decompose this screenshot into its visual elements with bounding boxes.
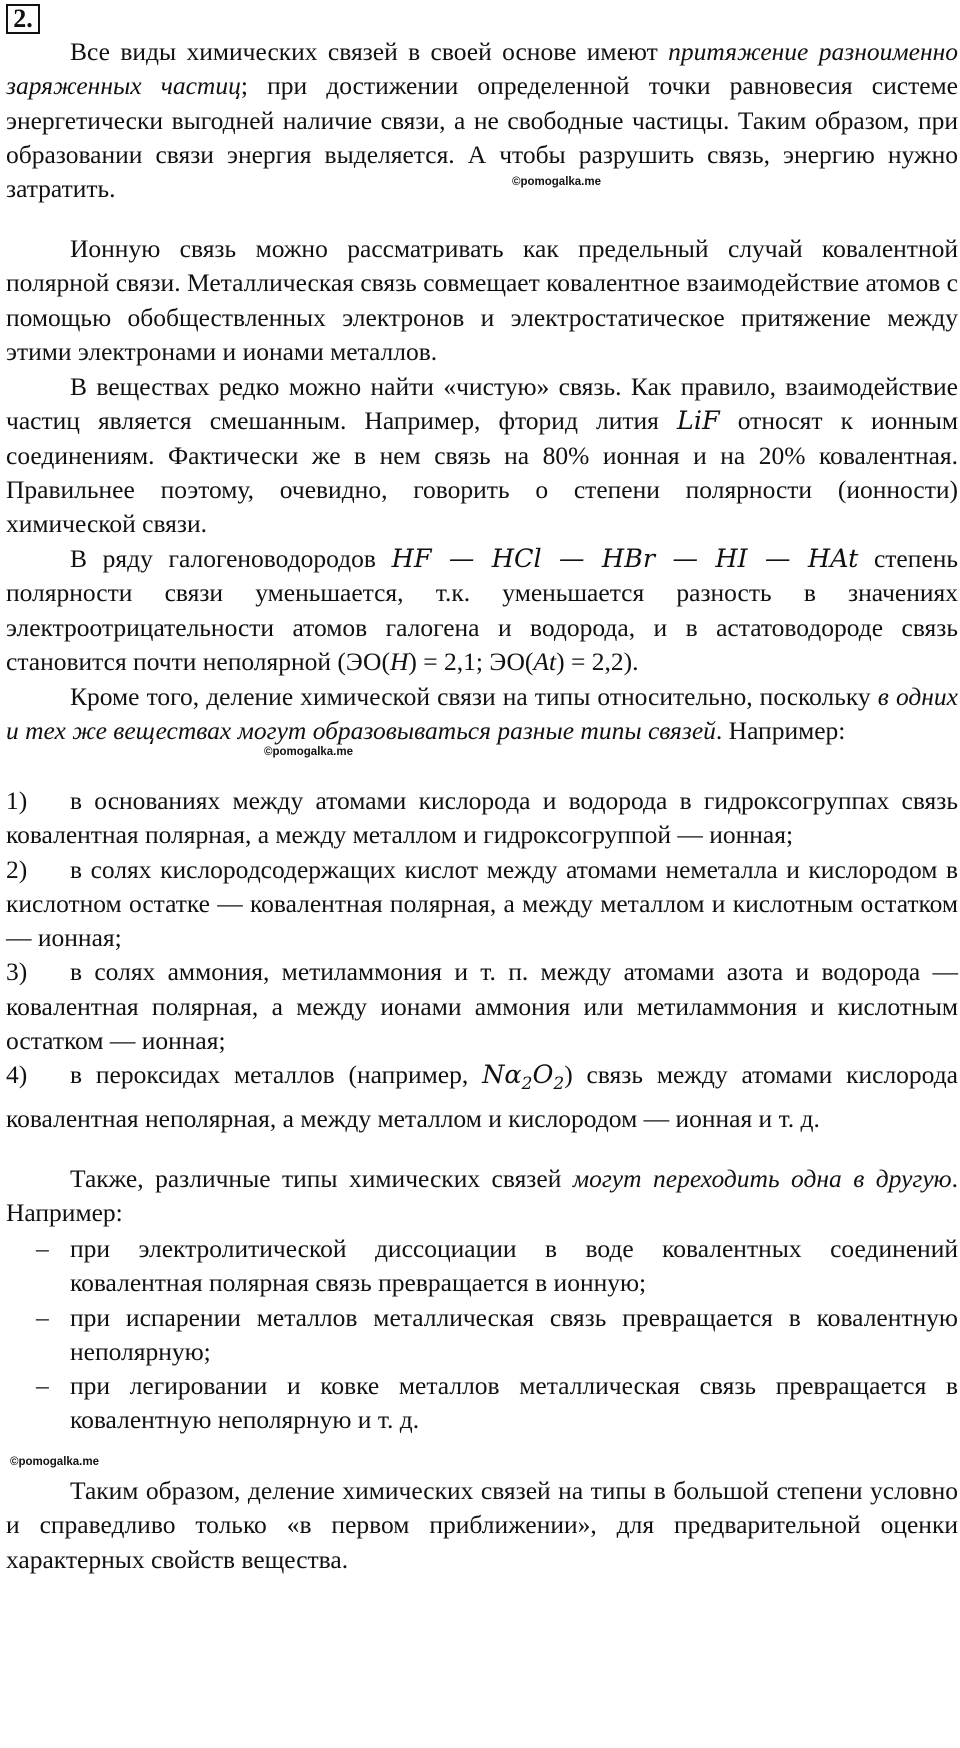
list-item: – при электролитической диссоциации в воде ковалентных соединений ковалентная полярная связь превращается в ионную; <box>36 1234 958 1298</box>
paragraph-ionic-bond: Ионную связь можно рассматривать как предельный случай ковалентной полярной связи. Металлическая связь совмещает ковалентное взаимодействие атомов с помощью обобществленных электронов и электростатическое притяжение между этими электронами и ионами металлов. <box>6 234 958 366</box>
paragraph-transitions: Также, различные типы химических связей могут переходить одна в другую. Например: <box>6 1164 959 1228</box>
list-number: 2) <box>6 854 28 884</box>
watermark: ©pomogalka.me <box>264 746 353 758</box>
list-number: 3) <box>6 957 28 987</box>
list-number: 1) <box>6 786 28 815</box>
numbered-list <box>6 784 958 1136</box>
paragraph-conclusion: Таким образом, деление химических связей на типы в большой степени условно и справедливо только «в первом приближении», для предварительной оценки характерных свойств вещества. <box>6 1476 958 1574</box>
list-item: 4) в пероксидах металлов (например, $N\alpha_2O_2$) связь между атомами кислорода ковалентная неполярная, а между металлом и кислородом — ионная и т. д. <box>6 1060 958 1133</box>
dash-bullet: – <box>36 1371 49 1401</box>
list-item: 1) в основаниях между атомами кислорода и водорода в гидроксогруппах связь ковалентная полярная, а между металлом и гидроксогруппой — ионная; <box>6 786 958 850</box>
page <box>6 0 958 1748</box>
formula-peroxide: $N\alpha_2O_2$ <box>482 1060 565 1095</box>
emphasis: притяжение разноименно заряженных частиц <box>6 37 958 101</box>
paragraph-mixed-bond: В веществах редко можно найти «чистую» связь. Как правило, взаимодействие частиц является смешанным. Например, фторид лития LiF относят к ионным соединениям. Фактически же в нем связь на 80% ионная и на 20% ковалентная. Правильнее поэтому, очевидно, говорить о степени полярности (ионности) химической связи. <box>6 372 958 539</box>
watermark: ©pomogalka.me <box>512 176 601 188</box>
watermark: ©pomogalka.me <box>10 1456 99 1468</box>
formula-lif: LiF <box>676 406 720 437</box>
paragraph-hydrogen-halides: В ряду галогеноводородов HF — HCl — HBr — HI — HAt степень полярности связи уменьшается, т.к. уменьшается разность в значениях электроотрицательности атомов галогена и водорода, и в астатоводороде связь становится почти неполярной (ЭО(H) = 2,1; ЭО(At) = 2,2). <box>6 544 958 676</box>
list-item: – при испарении металлов металлическая связь превращается в ковалентную неполярную; <box>36 1302 958 1366</box>
task-number: 2. <box>6 4 40 34</box>
dash-bullet: – <box>36 1302 49 1332</box>
emphasis: могут переходить одна в другую <box>572 1164 952 1193</box>
list-item: 2) в солях кислородсодержащих кислот между атомами неметалла и кислородом в кислотном остатке — ковалентная полярная, а между металлом и кислотным остатком — ионная; <box>6 854 958 953</box>
dash-list <box>6 1232 958 1438</box>
formula-halides: HF — HCl — HBr — HI — HAt <box>391 544 859 574</box>
paragraph-intro: Все виды химических связей в своей основе имеют притяжение разноименно заряженных частиц; при достижении определенной точки равновесия системе энергетически выгодней наличие связи, а не свободные частицы. Таким образом, при образовании связи энергия выделяется. А чтобы разрушить связь, энергию нужно затратить. <box>6 37 958 204</box>
list-item: 3) в солях аммония, метиламмония и т. п. между атомами азота и водорода — ковалентная полярная, а между ионами аммония или метиламмония и кислотным остатком — ионная; <box>6 957 958 1056</box>
dash-bullet: – <box>36 1234 49 1263</box>
list-item: – при легировании и ковке металлов металлическая связь превращается в ковалентную неполярную и т. д. <box>36 1371 958 1435</box>
paragraph-relative-types: Кроме того, деление химической связи на типы относительно, поскольку в одних и тех же веществах могут образовываться разные типы связей. Например: <box>6 682 958 746</box>
list-number: 4) <box>6 1060 28 1090</box>
emphasis: в одних и тех же веществах могут образовываться разные типы связей <box>6 682 958 746</box>
